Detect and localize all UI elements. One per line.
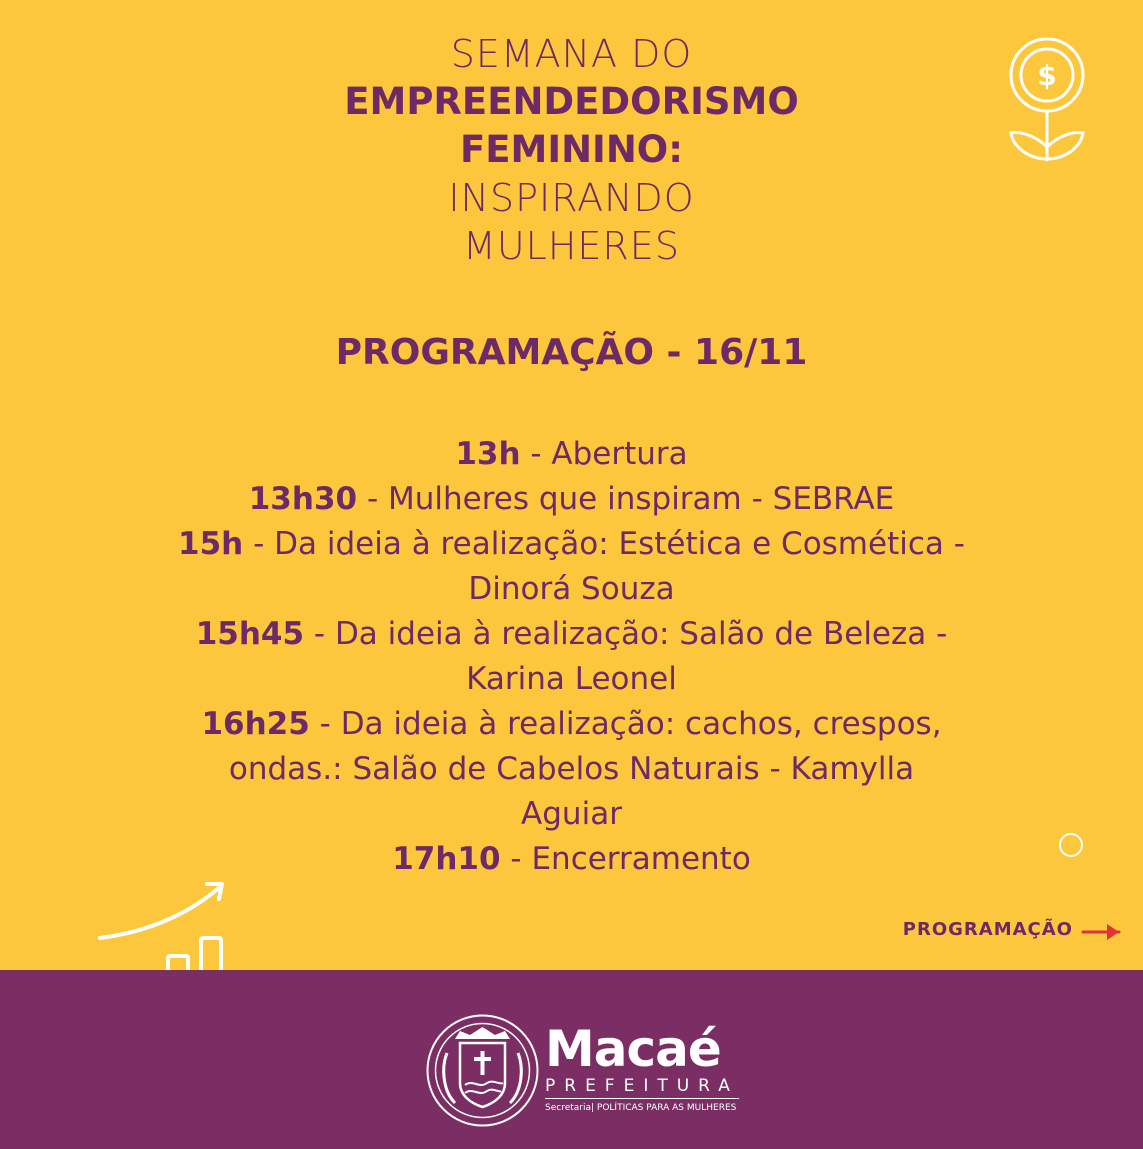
schedule-item-cont: ondas.: Salão de Cabelos Naturais - Kamylla	[228, 751, 915, 787]
schedule-time: 16h25	[201, 706, 310, 742]
schedule-text: - Encerramento	[500, 841, 751, 877]
programacao-link[interactable]: PROGRAMAÇÃO	[902, 919, 1073, 940]
schedule-time: 15h	[178, 526, 244, 562]
logo	[545, 1022, 739, 1115]
schedule-item-cont: Dinorá Souza	[468, 571, 675, 607]
schedule-text: - Abertura	[520, 436, 688, 472]
city-crest-icon	[425, 1013, 540, 1128]
svg-text:$: $	[1037, 59, 1057, 92]
title-line-1: SEMANA DO	[450, 32, 693, 76]
schedule-item	[60, 432, 1083, 477]
title-line-3: FEMININO:	[459, 128, 684, 171]
schedule-text: - Da ideia à realização: Estética e Cosmética -	[243, 526, 965, 562]
schedule-text: - Da ideia à realização: cachos, crespos,	[309, 706, 942, 742]
schedule-list	[60, 432, 1083, 882]
title-line-2: EMPREENDEDORISMO	[344, 80, 799, 123]
logo-subtitle: PREFEITURA	[545, 1076, 739, 1096]
arrow-right-icon[interactable]	[1081, 921, 1121, 943]
schedule-item-cont: Karina Leonel	[466, 661, 677, 697]
logo-secretaria: Secretaria| POLÍTICAS PARA AS MULHERES	[545, 1098, 739, 1115]
program-title: PROGRAMAÇÃO - 16/11	[335, 332, 808, 373]
schedule-item	[60, 702, 1083, 747]
title-line-5: MULHERES	[463, 224, 680, 268]
schedule-item	[60, 522, 1083, 567]
schedule-time: 15h45	[195, 616, 305, 652]
schedule-item	[60, 477, 1083, 522]
schedule-time: 17h10	[392, 841, 501, 877]
circle-decoration-icon	[1058, 832, 1084, 858]
title-block	[0, 30, 1143, 270]
schedule-text: - Da ideia à realização: Salão de Beleza -	[304, 616, 948, 652]
title-line-4: INSPIRANDO	[448, 176, 695, 220]
schedule-text: - Mulheres que inspiram - SEBRAE	[357, 481, 895, 517]
schedule-item	[60, 612, 1083, 657]
schedule-item	[60, 837, 1083, 882]
schedule-item-cont: Aguiar	[521, 796, 622, 832]
schedule-time: 13h	[455, 436, 521, 472]
logo-name: Macaé	[545, 1020, 721, 1078]
schedule-time: 13h30	[248, 481, 358, 517]
